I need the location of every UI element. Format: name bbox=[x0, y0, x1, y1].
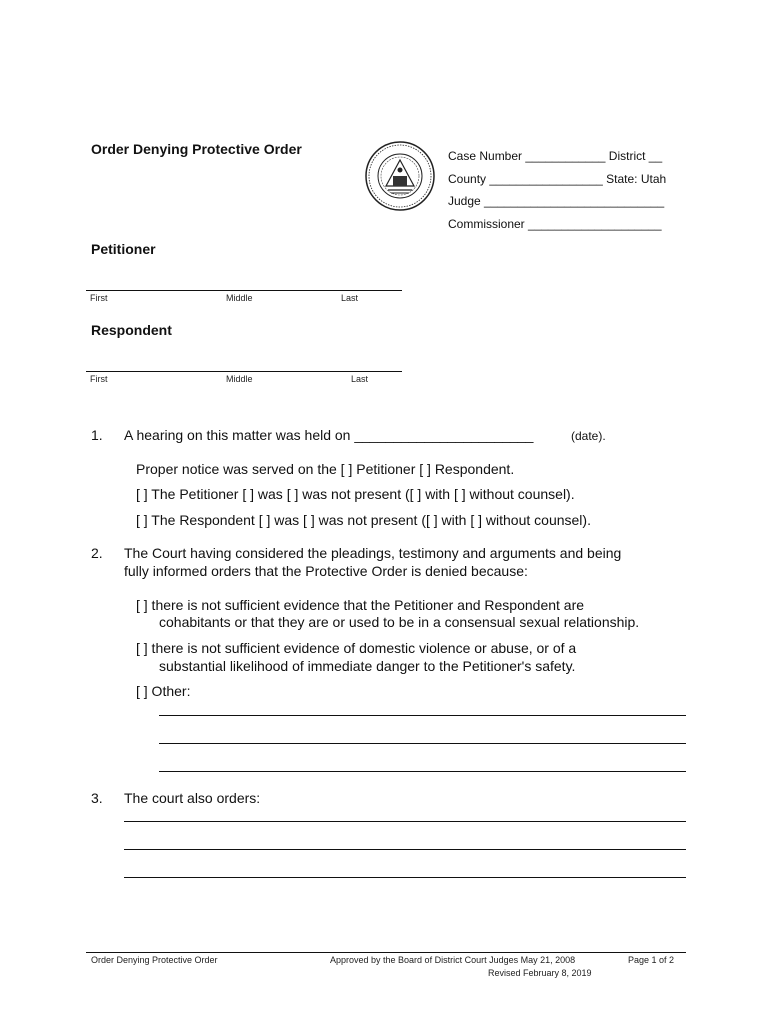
reason-cohabitant-line-1: [ ] there is not sufficient evidence that the Petitioner and Respondent are bbox=[136, 597, 585, 613]
other-reason-line bbox=[159, 771, 686, 772]
footer-approved: Approved by the Board of District Court Judges May 21, 2008 bbox=[330, 955, 576, 965]
utah-courts-seal-icon bbox=[364, 140, 436, 212]
notice-served-line: Proper notice was served on the [ ] Petitioner [ ] Respondent. bbox=[136, 461, 515, 477]
item-2-line-2: fully informed orders that the Protective Order is denied because: bbox=[124, 563, 528, 579]
respondent-heading: Respondent bbox=[91, 322, 172, 338]
petitioner-presence-line: [ ] The Petitioner [ ] was [ ] was not present ([ ] with [ ] without counsel). bbox=[136, 486, 575, 502]
footer-page-number: Page 1 of 2 bbox=[628, 955, 675, 965]
court-orders-line bbox=[124, 849, 686, 850]
item-1-number: 1. bbox=[91, 427, 103, 443]
respondent-last-label: Last bbox=[351, 374, 369, 384]
other-reason-line bbox=[159, 715, 686, 716]
page-title: Order Denying Protective Order bbox=[91, 141, 302, 157]
judge-field: Judge ___________________________ bbox=[448, 194, 665, 208]
petitioner-heading: Petitioner bbox=[91, 241, 156, 257]
footer-revised: Revised February 8, 2019 bbox=[488, 968, 592, 978]
court-orders-line bbox=[124, 821, 686, 822]
reason-other-line: [ ] Other: bbox=[136, 683, 191, 699]
respondent-name-line bbox=[86, 371, 402, 372]
item-3-number: 3. bbox=[91, 790, 103, 806]
item-2-number: 2. bbox=[91, 545, 103, 561]
petitioner-middle-label: Middle bbox=[226, 293, 253, 303]
court-orders-line bbox=[124, 877, 686, 878]
reason-violence-line-1: [ ] there is not sufficient evidence of domestic violence or abuse, or of a bbox=[136, 640, 577, 656]
case-number-field: Case Number ____________ District __ bbox=[448, 149, 663, 163]
reason-violence-line-2: substantial likelihood of immediate danger to the Petitioner's safety. bbox=[159, 658, 576, 674]
footer-divider bbox=[86, 952, 686, 953]
other-reason-line bbox=[159, 743, 686, 744]
item-2-line-1: The Court having considered the pleadings, testimony and arguments and being bbox=[124, 545, 622, 561]
hearing-date-line: A hearing on this matter was held on _______________________ bbox=[124, 427, 534, 443]
respondent-presence-line: [ ] The Respondent [ ] was [ ] was not present ([ ] with [ ] without counsel). bbox=[136, 512, 591, 528]
respondent-middle-label: Middle bbox=[226, 374, 253, 384]
court-also-orders-line: The court also orders: bbox=[124, 790, 261, 806]
petitioner-first-label: First bbox=[90, 293, 108, 303]
petitioner-last-label: Last bbox=[341, 293, 359, 303]
county-state-field: County _________________ State: Utah bbox=[448, 172, 667, 186]
reason-cohabitant-line-2: cohabitants or that they are or used to be in a consensual sexual relationship. bbox=[159, 614, 640, 630]
commissioner-field: Commissioner ____________________ bbox=[448, 217, 662, 231]
respondent-first-label: First bbox=[90, 374, 108, 384]
footer-form-title: Order Denying Protective Order bbox=[91, 955, 218, 965]
petitioner-name-line bbox=[86, 290, 402, 291]
date-label: (date). bbox=[571, 429, 606, 443]
